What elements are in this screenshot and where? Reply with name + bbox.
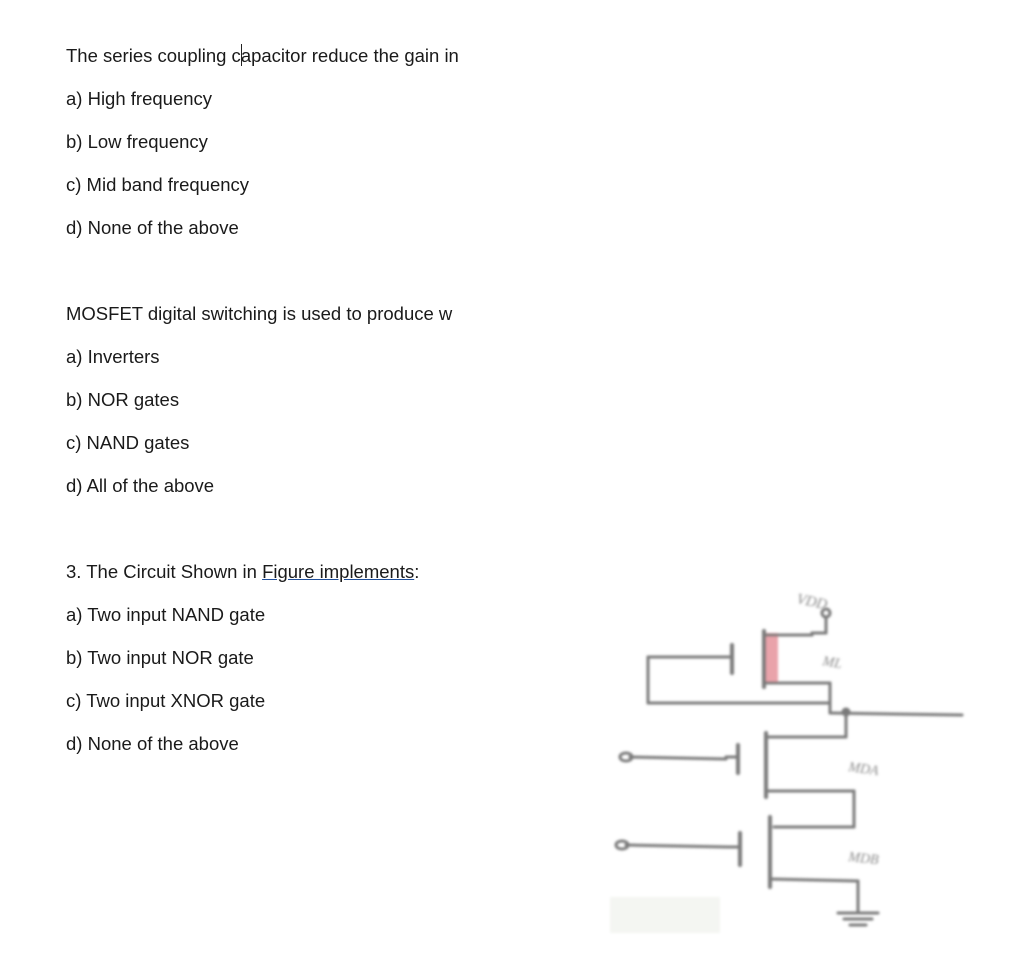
document-body [66,44,586,775]
mdb-source-stub [770,879,858,881]
spacer [66,517,586,560]
input-b-wire [626,845,728,847]
question-1-stem [66,44,586,68]
question-1-stem-part-a: The series coupling c [66,45,241,66]
circuit-figure [600,575,980,945]
nmos-circuit-diagram [600,575,980,945]
question-1-option-d: d) None of the above [66,217,239,238]
question-2-option-d: d) All of the above [66,475,215,496]
question-3-option-b: b) Two input NOR gate [66,647,254,668]
question-2-stem: MOSFET digital switching is used to produce w [66,303,453,324]
question-2-option-b: b) NOR gates [66,389,180,410]
mdb-label: MDB [847,850,880,869]
ml-channel-highlight [764,633,778,683]
figure-shadow [610,897,720,933]
spacer [66,259,586,302]
question-1-option-c: c) Mid band frequency [66,174,250,195]
question-3-stem-suffix: : [414,561,420,582]
figure-reference-link[interactable]: Figure implements [262,561,415,582]
question-2-option-a: a) Inverters [66,346,160,367]
question-2-option-c: c) NAND gates [66,432,190,453]
question-3-option-d: d) None of the above [66,733,239,754]
ml-label: ML [821,654,844,673]
question-3-option-a: a) Two input NAND gate [66,604,266,625]
question-1-stem-part-b: apacitor reduce the gain in [240,45,459,66]
vdd-label: VDD [795,591,829,614]
question-1-option-b: b) Low frequency [66,131,208,152]
question-1-option-a: a) High frequency [66,88,213,109]
input-a-wire [630,757,726,759]
question-3-stem-prefix: 3. The Circuit Shown in [66,561,263,582]
mda-label: MDA [847,760,880,780]
question-3-option-c: c) Two input XNOR gate [66,690,266,711]
question-3-stem [66,560,586,584]
